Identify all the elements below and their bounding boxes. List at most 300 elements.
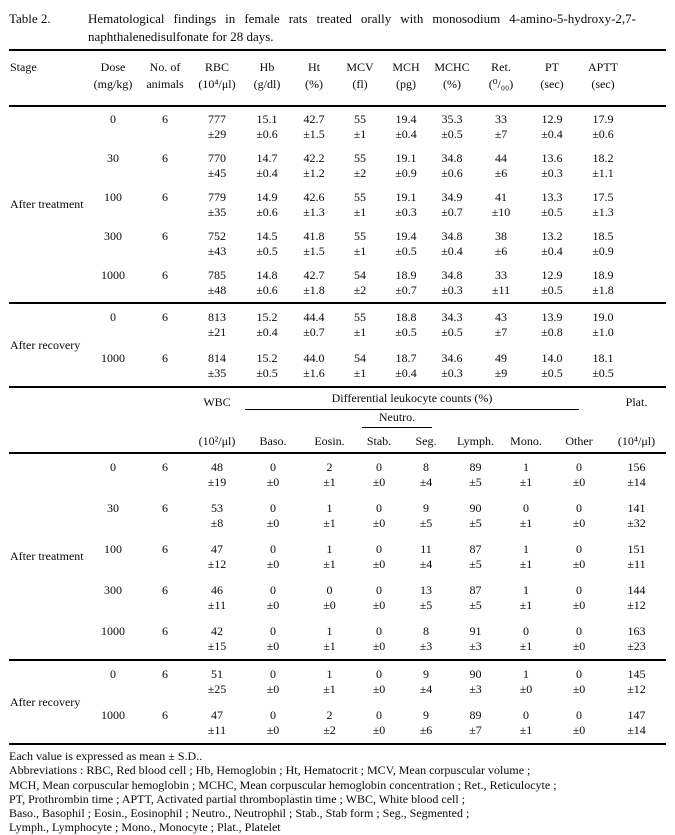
cell-mcv — [337, 190, 383, 224]
sd-value: ±2 — [353, 283, 367, 297]
col-header-dose — [87, 59, 139, 93]
mean-value: 6 — [162, 190, 168, 204]
section-rows — [87, 107, 629, 302]
sd-value: ±19 — [207, 475, 227, 489]
mean-value: 6 — [162, 501, 168, 515]
col-header-hb — [243, 59, 291, 93]
sd-value: ±0.5 — [441, 127, 463, 141]
cell-animals — [139, 151, 191, 185]
mean-value: 0 — [110, 460, 116, 474]
cell-mch — [383, 112, 429, 146]
sd-value: ±0 — [372, 639, 386, 653]
mean-value: 1000 — [101, 268, 125, 282]
mean-value: 6 — [162, 229, 168, 243]
cell-ret — [475, 229, 527, 263]
cell-baso — [243, 583, 303, 618]
sd-value: ±0 — [266, 557, 280, 571]
col-header-rbc — [191, 59, 243, 93]
mean-value: 47 — [211, 542, 223, 556]
col-header-seg: Seg. — [415, 434, 437, 448]
sd-value: ±0.4 — [541, 244, 563, 258]
col-unit-wbc: (10²/μl) — [198, 434, 236, 448]
mean-value: 0 — [376, 624, 382, 638]
sd-value: ±0.5 — [592, 366, 614, 380]
cell-mcv — [337, 112, 383, 146]
mean-value: 0 — [576, 460, 582, 474]
mean-value: 90 — [469, 667, 482, 681]
table-row — [87, 702, 666, 743]
sd-value: ±32 — [627, 516, 646, 530]
sd-value: ±1 — [519, 475, 533, 489]
cell-lymph — [450, 708, 501, 743]
cell-mch — [383, 229, 429, 263]
cell-mcv — [337, 351, 383, 386]
mean-value: 0 — [576, 583, 582, 597]
sd-value: ±0.6 — [256, 205, 278, 219]
cell-dose — [87, 151, 139, 185]
cell-ret — [475, 268, 527, 302]
mean-value: 6 — [162, 667, 168, 681]
mean-value: 1000 — [101, 351, 125, 365]
cell-pt — [527, 351, 577, 386]
sd-value: ±1.5 — [303, 244, 325, 258]
table-row — [87, 185, 629, 224]
col-unit: (⁰/₀₀) — [488, 77, 514, 91]
cell-other — [551, 708, 607, 743]
cell-lymph — [450, 624, 501, 659]
col-header-mcv — [337, 59, 383, 93]
mean-value: 19.1 — [395, 190, 417, 204]
sd-value: ±0.3 — [541, 166, 563, 180]
mean-value: 813 — [208, 310, 226, 324]
table-row — [87, 107, 629, 146]
cell-mono — [501, 624, 551, 659]
sd-value: ±3 — [469, 682, 482, 696]
cell-baso — [243, 501, 303, 536]
cell-dose — [87, 112, 139, 146]
sd-value: ±1.6 — [303, 366, 325, 380]
sd-value: ±8 — [210, 516, 224, 530]
cell-mchc — [429, 151, 475, 185]
sd-value: ±21 — [207, 325, 227, 339]
cell-other — [551, 542, 607, 577]
mean-value: 14.9 — [256, 190, 278, 204]
col-name: MCV — [346, 60, 374, 74]
mean-value: 2 — [326, 460, 333, 474]
cell-wbc — [191, 501, 243, 536]
sd-value: ±1.5 — [303, 127, 325, 141]
sd-value: ±0 — [372, 682, 386, 696]
cell-seg — [402, 460, 450, 495]
col-unit: (%) — [305, 77, 323, 91]
group-header-differential-leukocyte: Differential leukocyte counts (%) — [245, 391, 579, 410]
sd-value: ±9 — [494, 366, 508, 380]
cell-pt — [527, 268, 577, 302]
footnote-line-2: Abbreviations : RBC, Red blood cell ; Hb, Hemoglobin ; Ht, Hematocrit ; MCV, Mean corpuscular volume ; — [9, 763, 531, 778]
sd-value: ±45 — [207, 166, 227, 180]
mean-value: 163 — [627, 624, 646, 638]
cell-rbc — [191, 151, 243, 185]
sd-value: ±0 — [372, 516, 386, 530]
cell-mono — [501, 667, 551, 702]
cell-mcv — [337, 310, 383, 345]
table-section — [9, 454, 666, 659]
cell-other — [551, 501, 607, 536]
mean-value: 0 — [270, 708, 276, 722]
sd-value: ±1 — [519, 598, 533, 612]
table-row — [87, 146, 629, 185]
cell-plat — [607, 708, 666, 743]
sd-value: ±1 — [353, 127, 367, 141]
mean-value: 1 — [326, 624, 333, 638]
mean-value: 0 — [376, 708, 382, 722]
mean-value: 0 — [523, 708, 529, 722]
cell-aptt — [577, 112, 629, 146]
cell-stab — [356, 624, 402, 659]
cell-seg — [402, 624, 450, 659]
mean-value: 14.8 — [256, 268, 278, 282]
mean-value: 752 — [208, 229, 226, 243]
cell-wbc — [191, 667, 243, 702]
cell-ret — [475, 351, 527, 386]
col-name: MCHC — [434, 60, 470, 74]
cell-rbc — [191, 268, 243, 302]
mean-value: 34.8 — [441, 229, 463, 243]
mean-value: 6 — [162, 151, 168, 165]
sd-value: ±4 — [419, 475, 433, 489]
cell-seg — [402, 708, 450, 743]
sd-value: ±5 — [469, 557, 482, 571]
cell-mchc — [429, 112, 475, 146]
mean-value: 42.7 — [303, 112, 325, 126]
col-unit-plat: (10⁴/μl) — [617, 434, 656, 448]
sd-value: ±0 — [266, 475, 280, 489]
sd-value: ±7 — [494, 325, 508, 339]
sd-value: ±0.3 — [441, 366, 463, 380]
col-name: Ht — [308, 60, 320, 74]
cell-eosin — [303, 583, 356, 618]
col-header-mono: Mono. — [510, 434, 542, 448]
sd-value: ±0 — [572, 639, 586, 653]
mean-value: 0 — [523, 624, 529, 638]
sd-value: ±3 — [469, 639, 482, 653]
sd-value: ±11 — [627, 557, 646, 571]
cell-eosin — [303, 501, 356, 536]
sd-value: ±0.6 — [592, 127, 614, 141]
cell-lymph — [450, 460, 501, 495]
col-name: RBC — [204, 60, 229, 74]
sd-value: ±4 — [419, 682, 433, 696]
mean-value: 0 — [270, 583, 276, 597]
sd-value: ±5 — [419, 516, 433, 530]
sd-value: ±1.3 — [303, 205, 325, 219]
cell-seg — [402, 542, 450, 577]
mean-value: 44.4 — [303, 310, 325, 324]
sd-value: ±0.7 — [303, 325, 325, 339]
mean-value: 18.9 — [395, 268, 417, 282]
sd-value: ±0.7 — [441, 205, 463, 219]
section-rows — [87, 304, 629, 386]
table-row — [87, 263, 629, 302]
sd-value: ±12 — [627, 598, 646, 612]
mean-value: 0 — [576, 667, 582, 681]
col-header-other: Other — [565, 434, 593, 448]
cell-seg — [402, 583, 450, 618]
mean-value: 6 — [162, 460, 168, 474]
mean-value: 777 — [208, 112, 226, 126]
section-rows — [87, 661, 666, 743]
mean-value: 12.9 — [541, 112, 563, 126]
mean-value: 0 — [326, 583, 333, 597]
sd-value: ±1 — [519, 557, 533, 571]
mean-value: 1 — [523, 667, 529, 681]
sd-value: ±0.4 — [541, 127, 563, 141]
col-header-pt — [527, 59, 577, 93]
cell-mono — [501, 583, 551, 618]
col-header-baso: Baso. — [259, 434, 287, 448]
mean-value: 6 — [162, 708, 168, 722]
col-header-animals — [139, 59, 191, 93]
mean-value: 1 — [523, 542, 529, 556]
horizontal-rule — [9, 743, 666, 745]
cell-animals — [139, 229, 191, 263]
mean-value: 54 — [354, 268, 366, 282]
mean-value: 18.9 — [592, 268, 614, 282]
col-header-ht — [291, 59, 337, 93]
cell-rbc — [191, 351, 243, 386]
sd-value: ±0 — [372, 557, 386, 571]
mean-value: 6 — [162, 310, 168, 324]
cell-wbc — [191, 460, 243, 495]
cell-lymph — [450, 583, 501, 618]
mean-value: 0 — [376, 501, 382, 515]
sd-value: ±1.1 — [592, 166, 614, 180]
sd-value: ±1.3 — [592, 205, 614, 219]
mean-value: 87 — [469, 583, 482, 597]
sd-value: ±14 — [627, 475, 646, 489]
stage-label: After treatment — [10, 549, 84, 563]
mean-value: 34.3 — [441, 310, 463, 324]
cell-mono — [501, 708, 551, 743]
cell-pt — [527, 190, 577, 224]
footnote-line-3: MCH, Mean corpuscular hemoglobin ; MCHC, Mean corpuscular hemoglobin concentration ; Ret., Reticulocyte ; — [9, 777, 557, 792]
sd-value: ±0.7 — [395, 283, 417, 297]
sd-value: ±6 — [419, 723, 433, 737]
sd-value: ±0.5 — [395, 244, 417, 258]
mean-value: 0 — [376, 460, 382, 474]
cell-dose — [87, 624, 139, 659]
mean-value: 13 — [420, 583, 432, 597]
cell-mch — [383, 151, 429, 185]
cell-stab — [356, 542, 402, 577]
sd-value: ±0 — [266, 682, 280, 696]
col-header-plat: Plat. — [625, 395, 648, 409]
cell-ht — [291, 310, 337, 345]
sd-value: ±0.5 — [541, 205, 563, 219]
sd-value: ±1 — [519, 516, 533, 530]
sd-value: ±0.6 — [256, 127, 278, 141]
sd-value: ±0.9 — [395, 166, 417, 180]
sd-value: ±29 — [207, 127, 227, 141]
mean-value: 0 — [376, 583, 382, 597]
mean-value: 0 — [270, 667, 276, 681]
col-header-ret — [475, 59, 527, 93]
mean-value: 6 — [162, 542, 168, 556]
sd-value: ±5 — [469, 598, 482, 612]
cell-hb — [243, 190, 291, 224]
sd-value: ±11 — [207, 723, 227, 737]
cell-hb — [243, 268, 291, 302]
sd-value: ±0.4 — [441, 244, 463, 258]
mean-value: 87 — [469, 542, 482, 556]
footnote-line-4: PT, Prothrombin time ; APTT, Activated partial thromboplastin time ; WBC, White blood cell ; — [9, 791, 466, 806]
col-header-lymph: Lymph. — [456, 434, 494, 448]
cell-lymph — [450, 667, 501, 702]
mean-value: 34.8 — [441, 268, 463, 282]
col-header-stage — [9, 59, 87, 93]
col-header-mch — [383, 59, 429, 93]
cell-stab — [356, 667, 402, 702]
sd-value: ±1.2 — [303, 166, 325, 180]
cell-animals — [139, 351, 191, 386]
table-row — [87, 345, 629, 386]
col-unit: animals — [146, 77, 184, 91]
cell-baso — [243, 667, 303, 702]
mean-value: 33 — [495, 112, 507, 126]
mean-value: 6 — [162, 583, 168, 597]
sd-value: ±0.4 — [256, 166, 278, 180]
group-header-neutro: Neutro. — [362, 410, 432, 428]
mean-value: 8 — [423, 624, 429, 638]
mean-value: 15.2 — [256, 351, 278, 365]
mean-value: 0 — [576, 708, 582, 722]
sd-value: ±10 — [491, 205, 511, 219]
mean-value: 300 — [104, 583, 122, 597]
col-unit: (pg) — [396, 77, 416, 91]
cell-hb — [243, 151, 291, 185]
cell-eosin — [303, 460, 356, 495]
table-caption — [88, 10, 636, 46]
mean-value: 1 — [326, 667, 333, 681]
mean-value: 19.1 — [395, 151, 417, 165]
cell-dose — [87, 583, 139, 618]
cell-plat — [607, 501, 666, 536]
sd-value: ±0 — [519, 682, 533, 696]
cell-aptt — [577, 151, 629, 185]
sd-value: ±0.9 — [592, 244, 614, 258]
cell-baso — [243, 708, 303, 743]
table-row — [87, 454, 666, 495]
mean-value: 17.5 — [592, 190, 614, 204]
section-rows — [87, 454, 666, 659]
cell-aptt — [577, 351, 629, 386]
sd-value: ±0 — [372, 598, 386, 612]
table-row — [87, 224, 629, 263]
sd-value: ±0 — [572, 475, 586, 489]
mean-value: 55 — [354, 112, 366, 126]
mean-value: 90 — [469, 501, 482, 515]
mean-value: 51 — [211, 667, 223, 681]
stage-label: After recovery — [10, 337, 81, 352]
sd-value: ±0 — [372, 475, 386, 489]
sd-value: ±0.8 — [541, 325, 563, 339]
cell-mchc — [429, 351, 475, 386]
sd-value: ±11 — [491, 283, 511, 297]
mean-value: 11 — [420, 542, 432, 556]
sd-value: ±0.5 — [256, 244, 278, 258]
cell-ht — [291, 268, 337, 302]
table-row — [87, 618, 666, 659]
mean-value: 814 — [208, 351, 226, 365]
mean-value: 0 — [576, 624, 582, 638]
mean-value: 1 — [326, 501, 333, 515]
cell-mch — [383, 190, 429, 224]
cell-baso — [243, 460, 303, 495]
col-unit: (%) — [443, 77, 461, 91]
sd-value: ±1 — [353, 205, 367, 219]
cell-wbc — [191, 542, 243, 577]
cell-animals — [139, 583, 191, 618]
sd-value: ±1 — [353, 244, 367, 258]
sd-value: ±0.6 — [256, 283, 278, 297]
mean-value: 34.6 — [441, 351, 463, 365]
mean-value: 55 — [354, 190, 366, 204]
mean-value: 300 — [104, 229, 122, 243]
mean-value: 0 — [523, 501, 529, 515]
sd-value: ±0 — [266, 639, 280, 653]
caption-line-1: Hematological findings in female rats treated orally with monosodium 4-amino-5-hydroxy-2,7- — [88, 11, 636, 26]
mean-value: 141 — [627, 501, 646, 515]
cell-mch — [383, 268, 429, 302]
mean-value: 9 — [423, 667, 429, 681]
sd-value: ±2 — [323, 723, 336, 737]
mean-value: 785 — [208, 268, 226, 282]
table-row — [87, 577, 666, 618]
col-unit: (fl) — [352, 77, 368, 91]
sd-value: ±0.5 — [541, 366, 563, 380]
cell-animals — [139, 542, 191, 577]
cell-hb — [243, 351, 291, 386]
cell-baso — [243, 542, 303, 577]
sd-value: ±1 — [519, 639, 533, 653]
sd-value: ±1.8 — [592, 283, 614, 297]
cell-animals — [139, 624, 191, 659]
mean-value: 147 — [627, 708, 646, 722]
footnotes — [9, 749, 666, 835]
mean-value: 42.6 — [303, 190, 325, 204]
sd-value: ±0.5 — [256, 366, 278, 380]
cell-plat — [607, 667, 666, 702]
sd-value: ±1.8 — [303, 283, 325, 297]
sd-value: ±11 — [207, 598, 227, 612]
col-header-stab: Stab. — [366, 434, 392, 448]
mean-value: 144 — [627, 583, 646, 597]
mean-value: 2 — [326, 708, 333, 722]
mean-value: 1 — [523, 460, 529, 474]
sd-value: ±0.5 — [395, 325, 417, 339]
col-name: Dose — [100, 60, 126, 74]
mean-value: 0 — [110, 112, 116, 126]
sd-value: ±0 — [266, 723, 280, 737]
cell-ht — [291, 229, 337, 263]
cell-pt — [527, 310, 577, 345]
cell-rbc — [191, 229, 243, 263]
sd-value: ±35 — [207, 205, 227, 219]
col-name: Hb — [259, 60, 275, 74]
col-name: No. of — [149, 60, 181, 74]
mean-value: 0 — [270, 624, 276, 638]
cell-animals — [139, 460, 191, 495]
